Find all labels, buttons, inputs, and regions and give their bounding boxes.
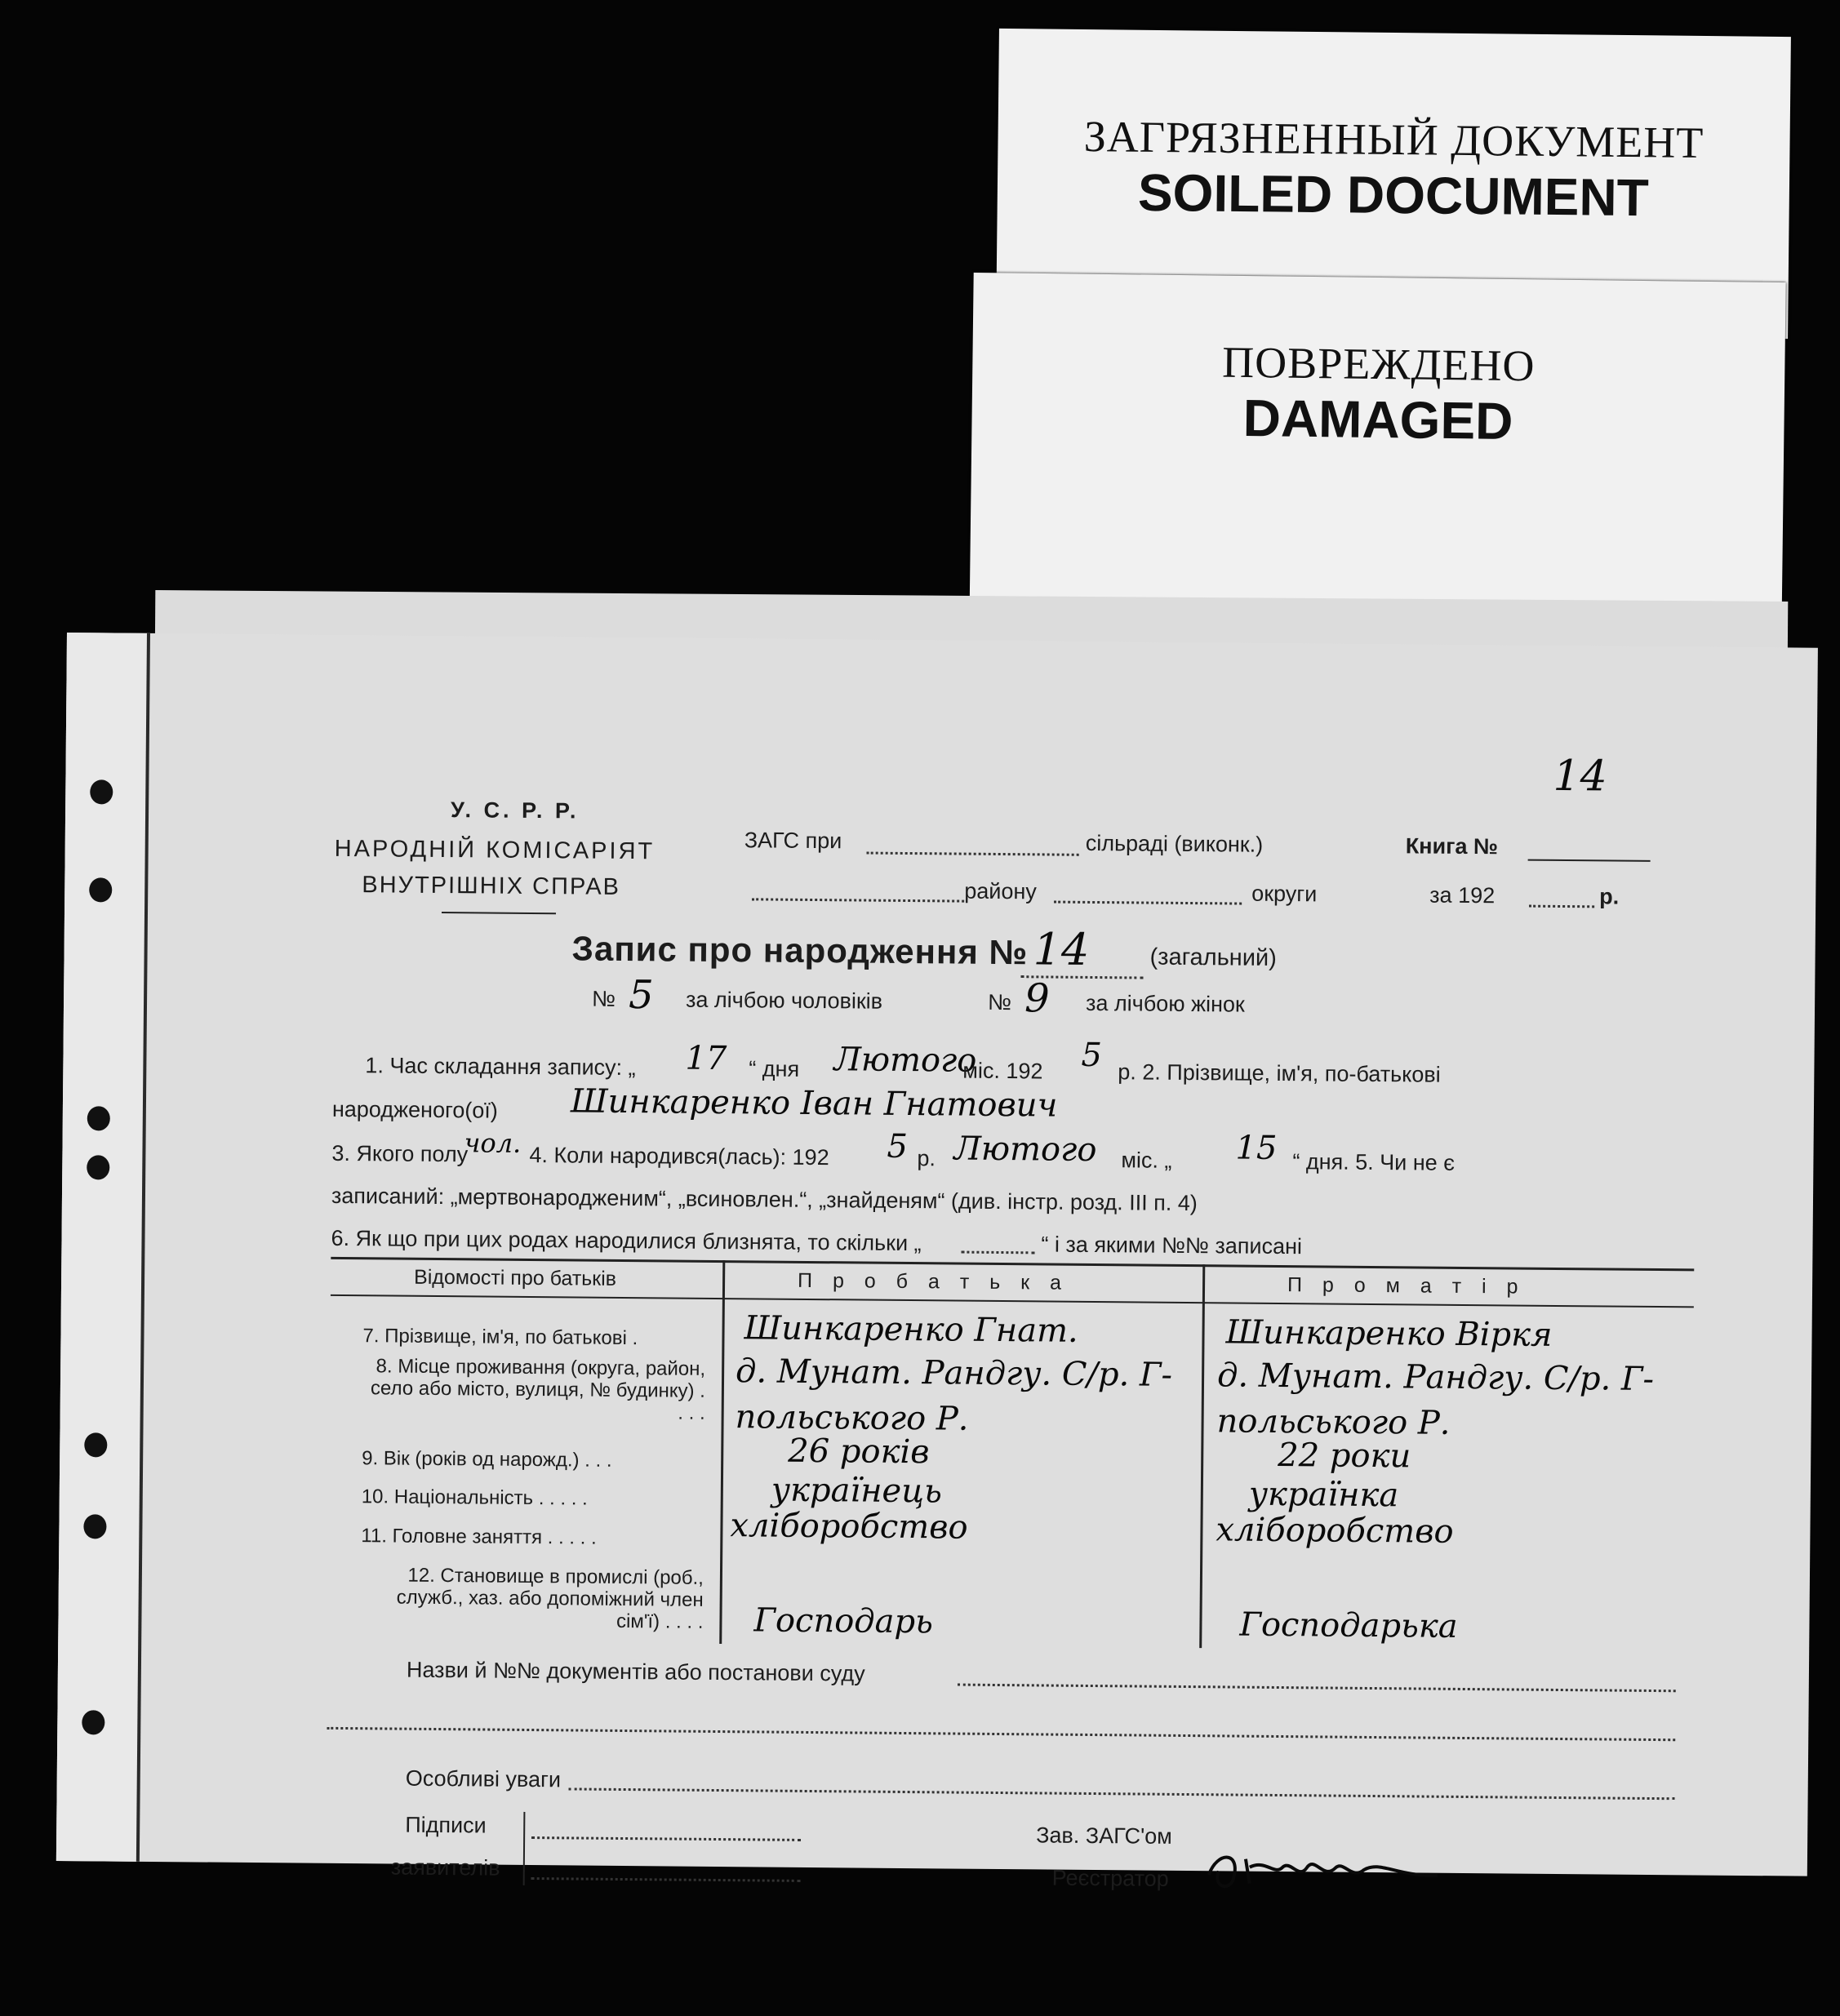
zags-field (867, 852, 1079, 856)
child-full-name: Шинкаренко Іван Гнатович (570, 1082, 1058, 1125)
q6-rest: “ і за якими №№ записані (1041, 1232, 1303, 1259)
row-label-residence: 8. Місце проживання (округа, район, село або місто, вулиця, № будинку) . . . . (370, 1355, 706, 1424)
row-label-age: 9. Вік (років од нарожд.) . . . (362, 1447, 612, 1472)
notes-field (569, 1787, 1675, 1800)
binding-hole (87, 1106, 110, 1130)
birth-day: 15 (1235, 1129, 1278, 1167)
damaged-label-ru: ПОВРЕЖДЕНО (1221, 337, 1536, 391)
registrar-label: Реєстратор (1051, 1865, 1169, 1891)
father-status: Господарь (753, 1601, 934, 1641)
child-sex: чол. (464, 1127, 522, 1159)
q3-label: 3. Якого полу (331, 1140, 469, 1167)
q2-label: народженого(ої) (331, 1096, 498, 1123)
binding-hole (87, 1155, 109, 1179)
form-body (140, 633, 1818, 1891)
mother-residence: д. Мунат. Рандгу. С/р. Г-польського Р. (1216, 1357, 1655, 1442)
record-number: 14 (1033, 923, 1090, 975)
signature-bracket (523, 1812, 526, 1885)
male-no-prefix: № (591, 986, 616, 1011)
birth-month-label: міс. „ (1121, 1148, 1172, 1173)
record-title: Запис про народження № (571, 929, 1029, 972)
q1-month-year: міс. 192 (962, 1058, 1043, 1084)
damaged-document-label (969, 273, 1785, 642)
commissariat-line-1: НАРОДНІЙ КОМІСАРІЯТ (334, 835, 656, 865)
twins-count-field (961, 1251, 1034, 1254)
table-header-info: Відомості про батьків (414, 1265, 617, 1290)
binding-hole (89, 877, 112, 902)
table-header-mother: П р о м а т і р (1287, 1273, 1526, 1299)
father-nationality: українець (771, 1471, 943, 1511)
female-no-prefix: № (987, 989, 1012, 1015)
mother-status: Господарька (1239, 1605, 1458, 1645)
binding-hole (83, 1514, 106, 1539)
row-label-nationality: 10. Національність . . . . . (361, 1485, 588, 1510)
mother-age: 22 роки (1278, 1436, 1411, 1476)
year-field (1529, 905, 1594, 908)
documents-field (958, 1684, 1676, 1693)
district-label: району (964, 878, 1037, 904)
male-count-number: 5 (628, 972, 654, 1019)
q5-label: “ дня. 5. Чи не є (1292, 1149, 1456, 1175)
page-number: 14 (1553, 751, 1607, 802)
row-label-occupation: 11. Головне заняття . . . . . (361, 1525, 597, 1549)
father-residence: д. Мунат. Рандгу. С/р. Г-польського Р. (735, 1352, 1173, 1438)
documents-label: Назви й №№ документів або постанови суду (406, 1657, 865, 1686)
q1-day: 17 (685, 1039, 727, 1078)
q1-month: Лютого (833, 1041, 977, 1080)
father-name: Шинкаренко Гнат. (744, 1309, 1078, 1350)
binding-hole (84, 1432, 107, 1457)
table-col-divider-1 (719, 1260, 725, 1644)
registrar-signature (1201, 1842, 1447, 1902)
q2-heading: р. 2. Прізвище, ім'я, по-батькові (1118, 1059, 1441, 1087)
district-field (752, 898, 964, 902)
binding-hole (82, 1710, 104, 1734)
state-name: У. С. Р. Р. (450, 797, 580, 824)
zags-at-label: ЗАГС при (744, 828, 842, 854)
damaged-label-en: DAMAGED (1242, 388, 1513, 451)
birth-month: Лютого (953, 1130, 1097, 1170)
okrug-label: округи (1251, 881, 1318, 907)
village-council-label: сільраді (виконк.) (1085, 830, 1264, 857)
signatures-label-1: Підписи (405, 1812, 487, 1838)
binding-hole (90, 779, 113, 804)
soiled-label-en: SOILED DOCUMENT (1137, 162, 1650, 228)
table-col-divider-2 (1199, 1264, 1205, 1648)
applicant-signature-field-1 (531, 1836, 801, 1841)
book-no-field (1528, 859, 1651, 862)
signatures-label-2: заявителів (390, 1854, 500, 1881)
documents-field-line-2 (327, 1727, 1675, 1741)
notes-label: Особливі уваги (405, 1765, 562, 1792)
birth-record-document (56, 633, 1818, 1891)
header-divider (442, 912, 556, 914)
birth-year-r: р. (917, 1146, 936, 1171)
q1-year-digit: 5 (1081, 1036, 1103, 1075)
okrug-field (1054, 901, 1242, 905)
mother-nationality: українка (1248, 1475, 1399, 1515)
year-suffix: р. (1599, 884, 1620, 909)
father-age: 26 років (788, 1432, 930, 1472)
mother-name: Шинкаренко Віркя (1225, 1313, 1553, 1354)
female-count-label: за лічбою жінок (1085, 990, 1245, 1017)
q6-label: 6. Як що при цих родах народилися близнята, то скільки „ (331, 1225, 922, 1256)
q1-label: 1. Час складання запису: „ (365, 1053, 636, 1081)
zags-head-label: Зав. ЗАГС'ом (1036, 1823, 1172, 1849)
q5-continuation: записаний: „мертвонародженим“, „всиновлен.“, „знайденям“ (див. інстр. розд. III п. 4) (331, 1183, 1198, 1216)
mother-occupation: хліборобство (1216, 1511, 1454, 1551)
q1-day-word: “ дня (749, 1056, 800, 1081)
q4-label: 4. Коли народився(лась): 192 (529, 1142, 829, 1170)
book-no-label: Книга № (1405, 833, 1499, 859)
commissariat-line-2: ВНУТРІШНІХ СПРАВ (362, 872, 621, 900)
general-label: (загальний) (1149, 944, 1277, 971)
applicant-signature-field-2 (531, 1877, 801, 1882)
birth-year-digit: 5 (887, 1127, 909, 1166)
female-count-number: 9 (1024, 975, 1050, 1022)
table-header-father: П р о б а т ь к а (797, 1268, 1069, 1294)
row-label-status: 12. Становище в промислі (роб., служб., хаз. або допоміжний член сім'ї) . . . . (396, 1564, 704, 1633)
soiled-label-ru: ЗАГРЯЗНЕННЫЙ ДОКУМЕНТ (1083, 112, 1704, 167)
father-occupation: хліборобство (730, 1507, 968, 1547)
year-label: за 192 (1429, 882, 1496, 908)
male-count-label: за лічбою чоловіків (685, 987, 883, 1014)
row-label-name: 7. Прізвище, ім'я, по батькові . (362, 1325, 638, 1350)
binding-strip (56, 633, 150, 1862)
